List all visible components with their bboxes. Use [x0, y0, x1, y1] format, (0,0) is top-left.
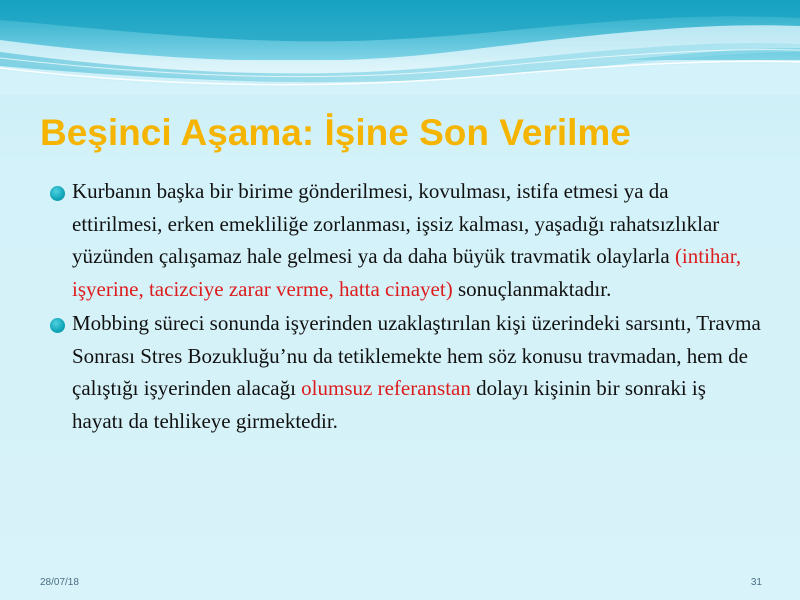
bullet-text: dolayı kişinin bir sonraki iş hayatı da tehlikeye girmektedir. — [72, 376, 706, 433]
bullet-list — [47, 175, 762, 437]
slide-title: Beşinci Aşama: İşine Son Verilme — [40, 112, 631, 153]
bullet-text: sonuçlanmaktadır. — [452, 276, 612, 301]
footer-page-number: 31 — [750, 577, 762, 588]
footer-date: 28/07/18 — [40, 577, 79, 588]
wave-header-decoration — [0, 0, 800, 95]
bullet-text: Kurbanın başka bir birime gönderilmesi, kovulması, istifa etmesi ya da ettirilmesi, erken emekliliğe zorlanması, işsiz kalması, yaşadığı rahatsızlıklar yüzünden çalışamaz hale gelmesi ya da daha büyük travmatik olaylarla — [72, 179, 720, 268]
highlighted-text: olumsuz referanstan — [301, 376, 471, 400]
highlighted-text: (intihar, işyerine, tacizciye zarar verme, hatta cinayet) — [72, 244, 742, 301]
bullet-item — [47, 307, 762, 437]
bullet-item — [47, 175, 762, 305]
bullet-dot-icon — [50, 318, 65, 333]
bullet-dot-icon — [50, 186, 65, 201]
bullet-text: Mobbing süreci sonunda işyerinden uzaklaştırılan kişi üzerindeki sarsıntı, Travma Sonrası Stres Bozukluğu’nu da tetiklemekte hem söz konusu travmadan, hem de çalıştığı işyerinden alacağı — [72, 311, 761, 400]
